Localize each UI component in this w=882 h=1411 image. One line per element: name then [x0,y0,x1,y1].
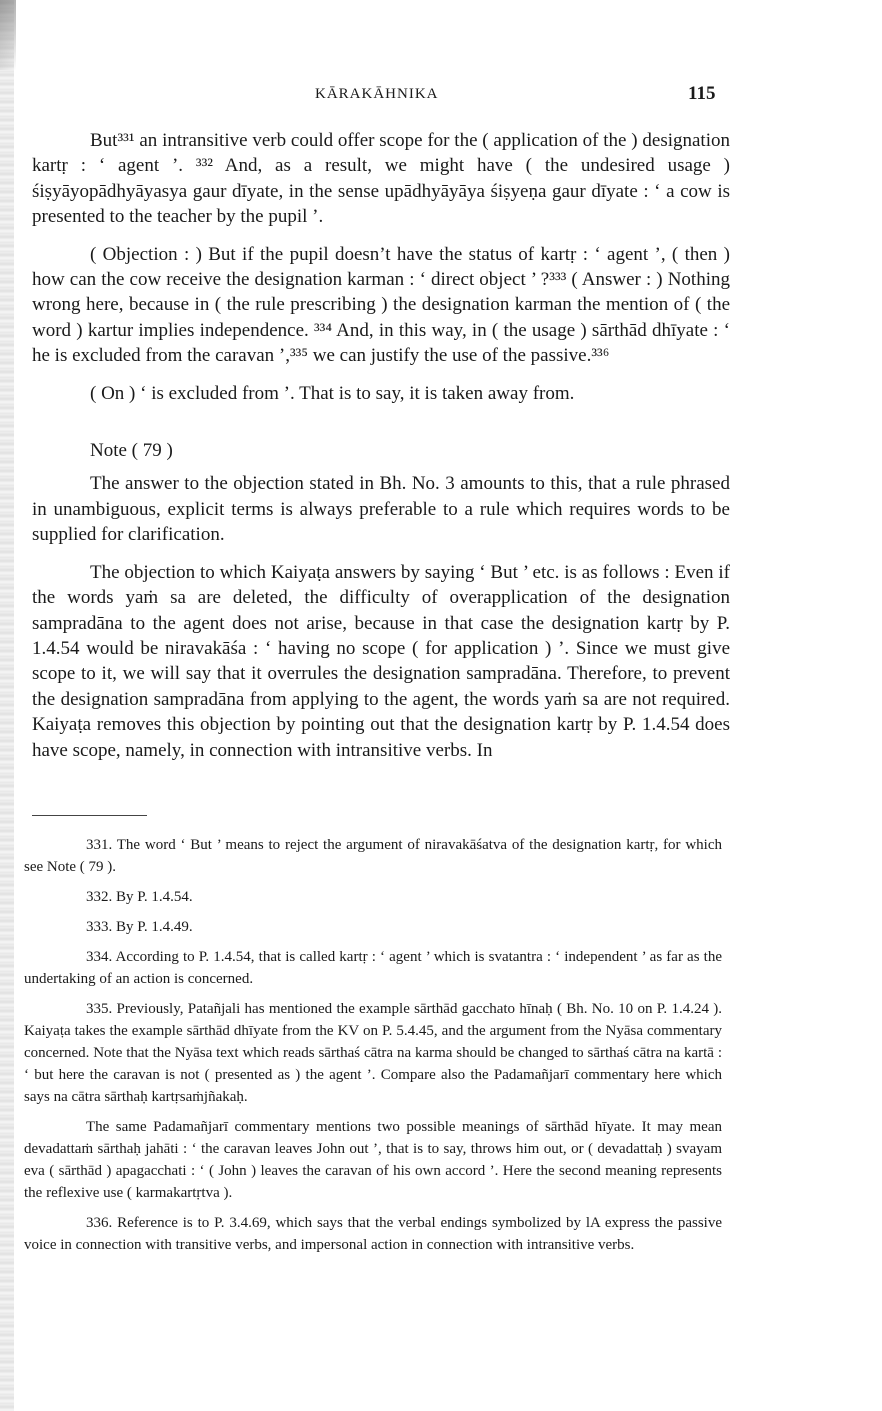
main-text [32,128,730,775]
paragraph-kaiyata: The objection to which Kaiyaṭa answers by saying ‘ But ’ etc. is as follows : Even if the words yaṁ sa are deleted, the difficulty of overapplication of the designation sampradāna to the agent does not arise, because in that case the designation kartṛ by P. 1.4.54 would be niravakāśa : ‘ having no scope ( for application ) ’. Since we must give scope to it, we will say that it overrules the designation sampradāna. Therefore, to prevent the designation sampradāna from applying to the agent, the words yaṁ sa are not required. Kaiyaṭa removes this objection by pointing out that the designation kartṛ by P. 1.4.54 does have scope, namely, in connection with intransitive verbs. In [32,561,730,761]
footnote-333: 333. By P. 1.4.49. [86,919,193,935]
footnote-335: 335. Previously, Patañjali has mentioned the example sārthād gacchato hīnaḥ ( Bh. No. 10 on P. 1.4.24 ). Kaiyaṭa takes the example sārthād dhīyate from the KV on P. 5.4.45, and the argument from the Nyāsa commentary concerned. Note that the Nyāsa text which reads sārthaś cātra na karma should be changed to sārthaś cātra na kartā : ‘ but here the caravan is not ( presented as ) the agent ’. Compare also the Padamañjarī commentary here which says na cātra sārthaḥ kartṛsaṁjñakaḥ. [24,1001,722,1105]
paragraph-objection: ( Objection : ) But if the pupil doesn’t have the status of kartṛ : ‘ agent ’, ( then ) how can the cow receive the designation karman : ‘ direct object ’ ?³³³ ( Answer : ) Nothing wrong here, because in ( the rule prescribing ) the designation karman the mention of ( the word ) kartur implies independence. ³³⁴ And, in this way, in ( the usage ) sārthād dhīyate : ‘ he is excluded from the caravan ’,³³⁵ we can justify the use of the passive.³³⁶ [32,243,730,367]
scan-shadow-corner [0,0,16,70]
footnote-334: 334. According to P. 1.4.54, that is called kartṛ : ‘ agent ’ which is svatantra : ‘ independent ’ as far as the undertaking of an action is concerned. [24,949,722,987]
footnote-335-continued: The same Padamañjarī commentary mentions two possible meanings of sārthād hīyate. It may mean devadattaṁ sārthaḥ jahāti : ‘ the caravan leaves John out ’, that is to say, throws him out, or ( devadattaḥ ) svayam eva ( sārthād ) apagacchati : ‘ ( John ) leaves the caravan of his own accord ’. Here the second meaning represents the reflexive use ( karmakartṛtva ). [24,1119,722,1201]
paragraph-answer: The answer to the objection stated in Bh. No. 3 amounts to this, that a rule phrased in unambiguous, explicit terms is always preferable to a rule which requires words to be supplied for clarification. [32,473,730,546]
running-head: KĀRAKĀHNIKA [315,86,439,102]
note-heading: Note ( 79 ) [90,440,173,462]
footnotes [24,834,722,1264]
footnote-separator [32,815,147,816]
paragraph-excluded: ( On ) ‘ is excluded from ’. That is to say, it is taken away from. [90,382,575,404]
page-number: 115 [688,83,716,104]
footnote-336: 336. Reference is to P. 3.4.69, which says that the verbal endings symbolized by lA express the passive voice in connection with transitive verbs, and impersonal action in connection with intransitive verbs. [24,1215,722,1253]
page-header [0,83,882,110]
scanned-page-edge [0,0,14,1411]
paragraph-but: But³³¹ an intransitive verb could offer scope for the ( application of the ) designation kartṛ : ‘ agent ’. ³³² And, as a result, we might have ( the undesired usage ) śiṣyāyopādhyāyasya gaur dīyate, in the sense upādhyāyāya śiṣyeṇa gaur dīyate : ‘ a cow is presented to the teacher by the pupil ’. [32,130,730,228]
footnote-331: 331. The word ‘ But ’ means to reject the argument of niravakāśatva of the designation kartṛ, for which see Note ( 79 ). [24,837,722,875]
footnote-332: 332. By P. 1.4.54. [86,889,193,905]
